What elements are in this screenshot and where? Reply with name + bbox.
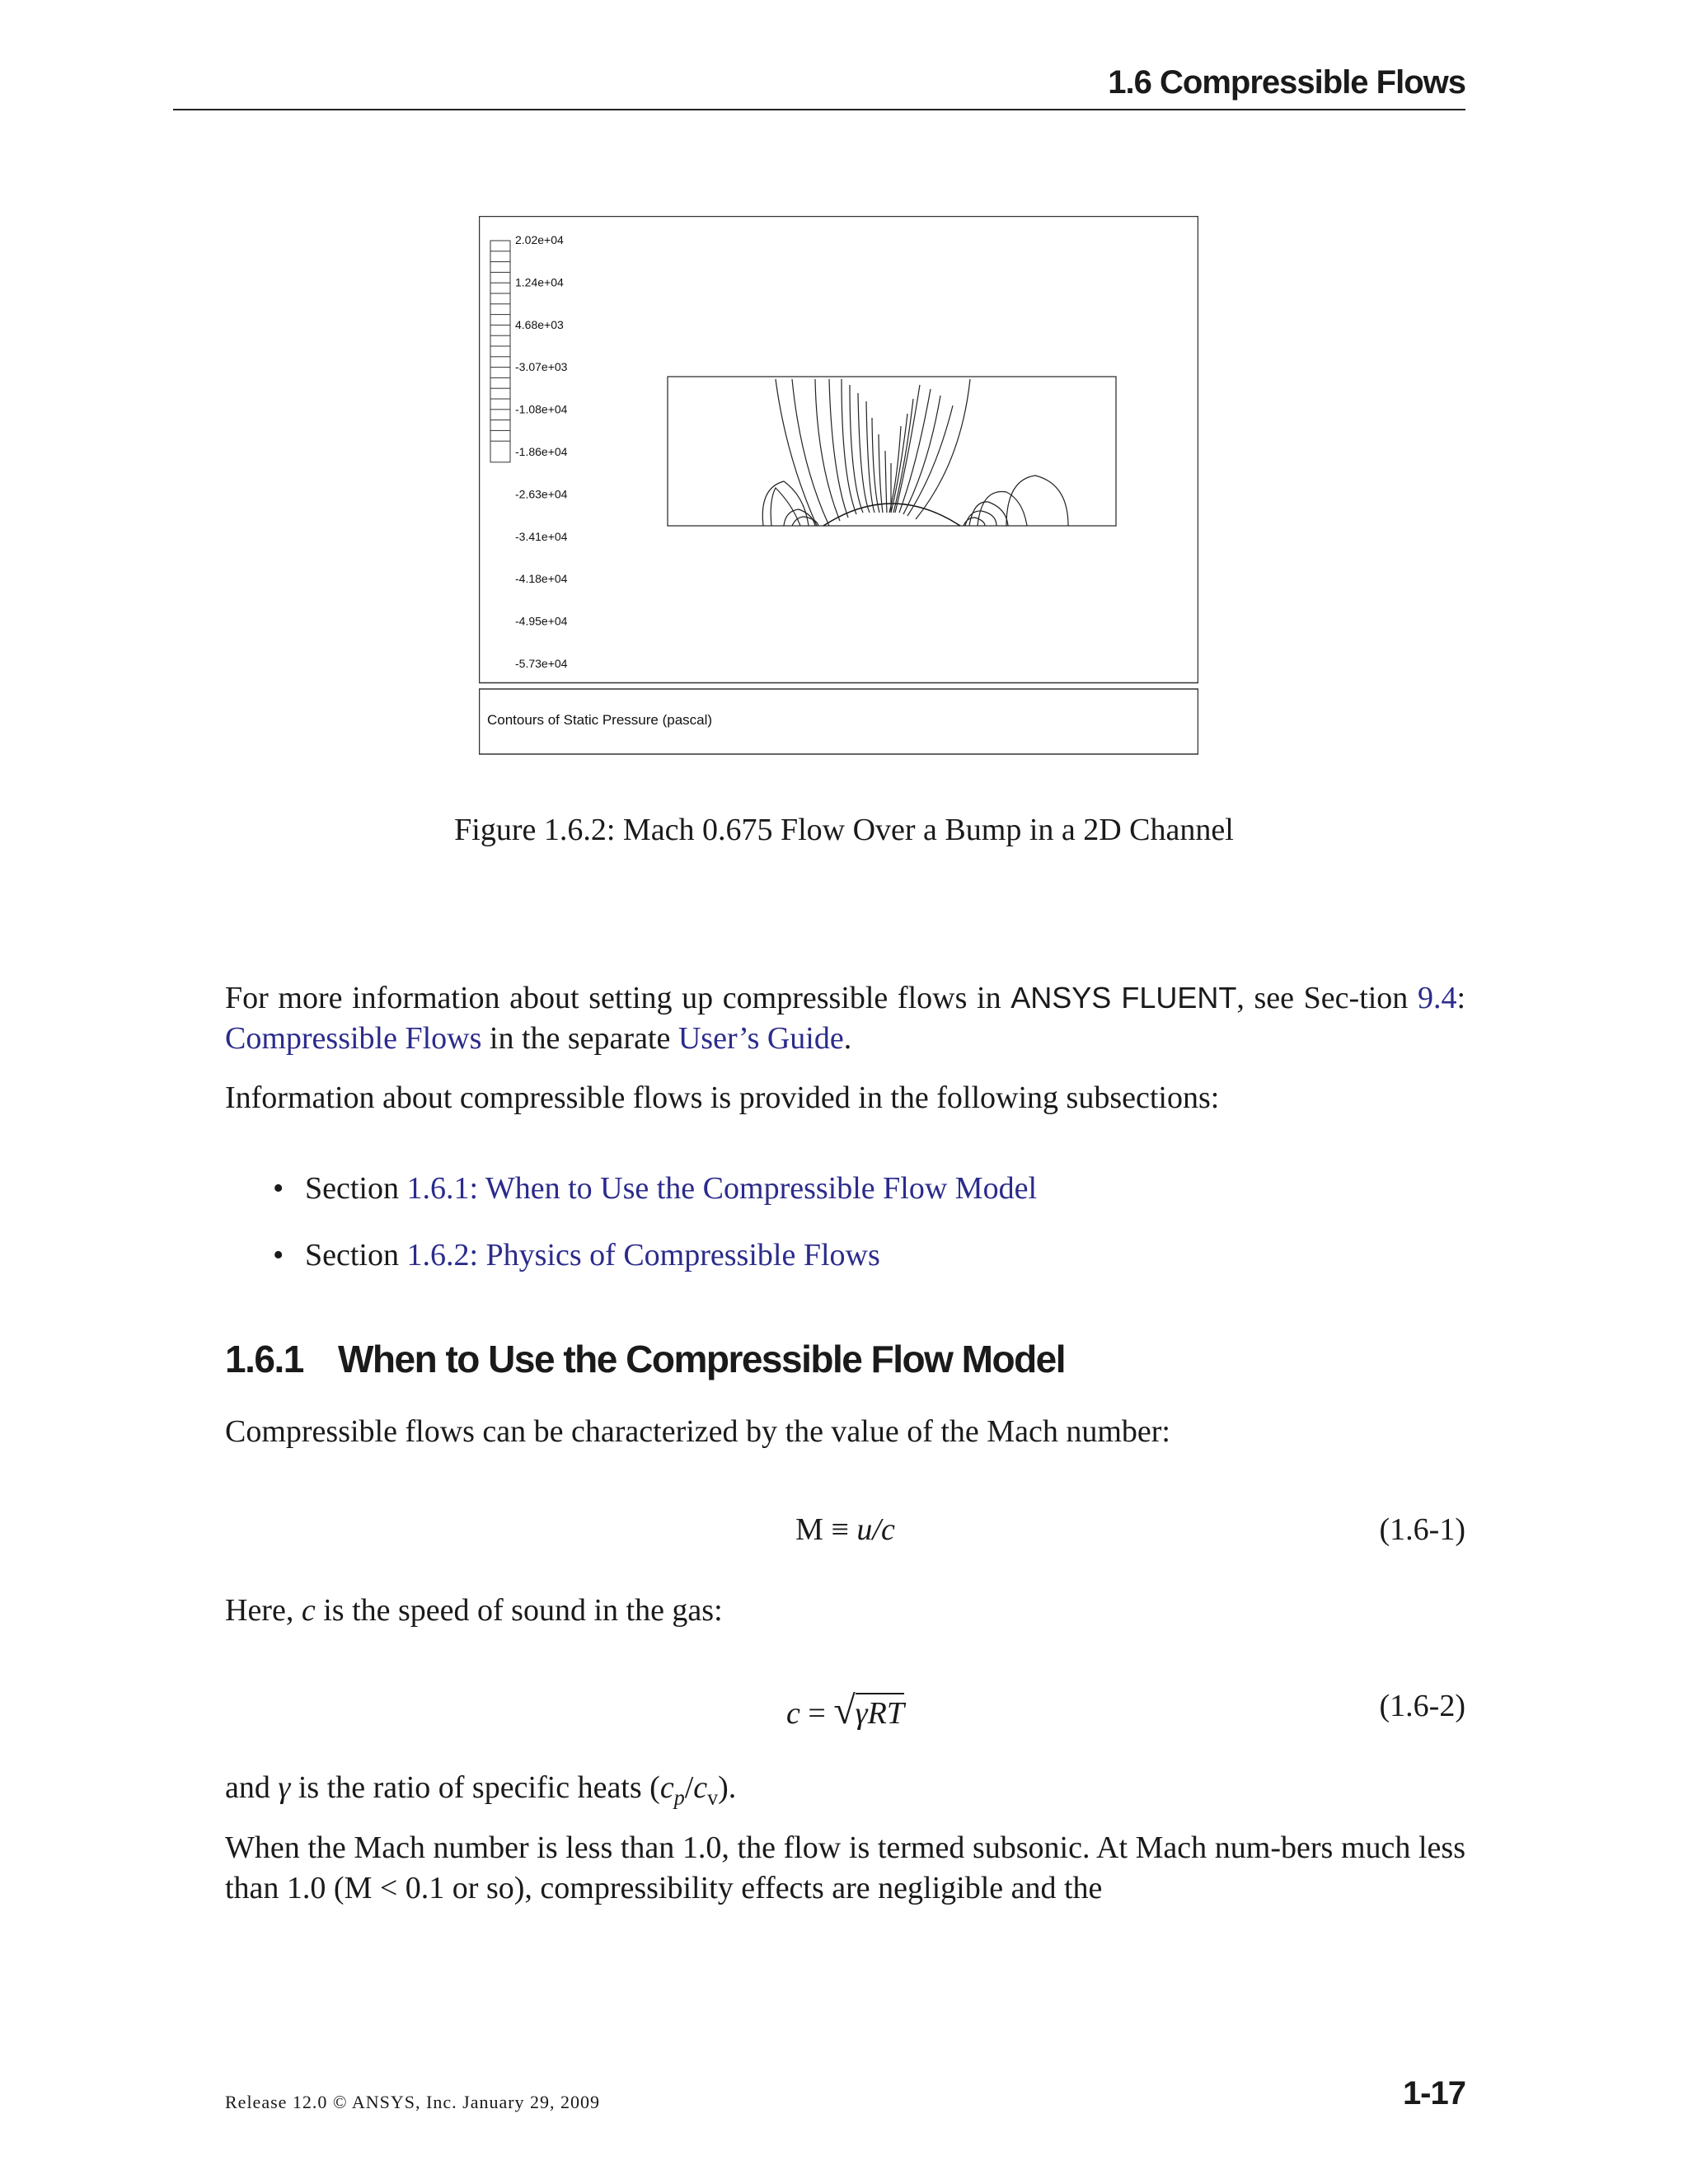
- legend-label: -4.18e+04: [515, 572, 568, 586]
- plot-caption: Contours of Static Pressure (pascal): [487, 712, 713, 728]
- section-link-number[interactable]: 9.4: [1417, 981, 1457, 1015]
- legend-label: 1.24e+04: [515, 275, 564, 289]
- legend-label: -3.41e+04: [515, 529, 568, 543]
- list-item: [225, 1235, 1037, 1302]
- bullet-separator: :: [469, 1171, 485, 1206]
- text: is the speed of sound in the gas:: [315, 1593, 723, 1628]
- bullet-prefix: Section: [305, 1238, 407, 1272]
- page-number: 1-17: [1402, 2075, 1465, 2111]
- equation-number: (1.6-2): [1379, 1689, 1465, 1723]
- text: is the ratio of specific heats (: [290, 1770, 660, 1805]
- contour-figure: [479, 216, 1198, 755]
- section-link-title[interactable]: When to Use the Compressible Flow Model: [485, 1171, 1037, 1206]
- bullet-separator: :: [469, 1238, 486, 1272]
- subsection-list: [225, 1169, 1037, 1302]
- math-variable: γ: [278, 1770, 291, 1805]
- bullet-icon: •: [273, 1238, 284, 1272]
- eq2-equals: =: [799, 1696, 834, 1731]
- intro-text: For more information about setting up compressible flows in: [225, 981, 1011, 1015]
- equation-2: [225, 1688, 1465, 1737]
- eq2-radicand: γRT: [856, 1693, 904, 1731]
- eq1-lhs: M ≡: [795, 1512, 857, 1547]
- intro-text: :: [1456, 981, 1465, 1015]
- release-footer: Release 12.0 © ANSYS, Inc. January 29, 2009: [225, 2092, 601, 2112]
- mach-intro-paragraph: Compressible flows can be characterized by the value of the Mach number:: [225, 1414, 1170, 1449]
- equation-number: (1.6-1): [1379, 1512, 1465, 1547]
- math-subscript: v: [707, 1785, 719, 1810]
- running-header: [173, 58, 1465, 110]
- intro-text: in the separate: [481, 1021, 678, 1056]
- text: /: [684, 1770, 694, 1805]
- legend-label: -4.95e+04: [515, 614, 568, 628]
- users-guide-link[interactable]: User’s Guide: [678, 1021, 844, 1056]
- subsonic-paragraph: When the Mach number is less than 1.0, the flow is termed subsonic. At Mach num-bers much less than 1.0 (M < 0.1 or so), compressibility effects are negligible and the: [225, 1830, 1465, 1905]
- text: and: [225, 1770, 279, 1805]
- text: Here,: [225, 1593, 302, 1628]
- intro-paragraph: [225, 977, 1465, 1059]
- intro-text: .: [843, 1021, 852, 1056]
- section-link-title[interactable]: Physics of Compressible Flows: [485, 1238, 880, 1272]
- section-link-number[interactable]: 1.6.2: [406, 1238, 470, 1272]
- legend-swatch: [490, 441, 510, 462]
- contour-plot: [479, 216, 1198, 755]
- section-link-title[interactable]: Compressible Flows: [225, 1021, 482, 1056]
- legend-label: 2.02e+04: [515, 233, 564, 246]
- legend-label: -2.63e+04: [515, 487, 568, 501]
- intro-text: , see Sec-tion: [1236, 981, 1418, 1015]
- math-variable: c: [301, 1593, 316, 1628]
- eq2-lhs: c: [786, 1696, 800, 1731]
- math-variable: c: [693, 1770, 708, 1805]
- legend-label: -3.07e+03: [515, 360, 568, 374]
- legend-label: -1.08e+04: [515, 402, 568, 416]
- section-heading: [225, 1337, 1065, 1381]
- bullet-icon: •: [273, 1171, 284, 1206]
- specific-heats-paragraph: [225, 1768, 1465, 1818]
- product-name: ANSYS FLUENT: [1010, 981, 1237, 1015]
- math-subscript: p: [673, 1785, 685, 1810]
- section-title: When to Use the Compressible Flow Model: [338, 1338, 1066, 1380]
- eq1-rhs: u/c: [856, 1512, 895, 1547]
- math-variable: c: [659, 1770, 674, 1805]
- legend-label: -5.73e+04: [515, 657, 568, 670]
- text: ).: [718, 1770, 737, 1805]
- bullet-prefix: Section: [305, 1171, 407, 1206]
- equation-1: [225, 1511, 1465, 1561]
- figure-caption: Figure 1.6.2: Mach 0.675 Flow Over a Bump in a 2D Channel: [454, 813, 1234, 847]
- legend-label: -1.86e+04: [515, 445, 568, 458]
- radical-sign: √: [833, 1689, 856, 1732]
- section-link-number[interactable]: 1.6.1: [406, 1171, 470, 1206]
- legend-label: 4.68e+03: [515, 317, 564, 331]
- running-title: 1.6 Compressible Flows: [1108, 64, 1465, 101]
- section-number: 1.6.1: [225, 1338, 303, 1380]
- speed-of-sound-paragraph: [225, 1591, 1465, 1631]
- subsections-intro: Information about compressible flows is provided in the following subsections:: [225, 1080, 1220, 1115]
- list-item: [225, 1169, 1037, 1235]
